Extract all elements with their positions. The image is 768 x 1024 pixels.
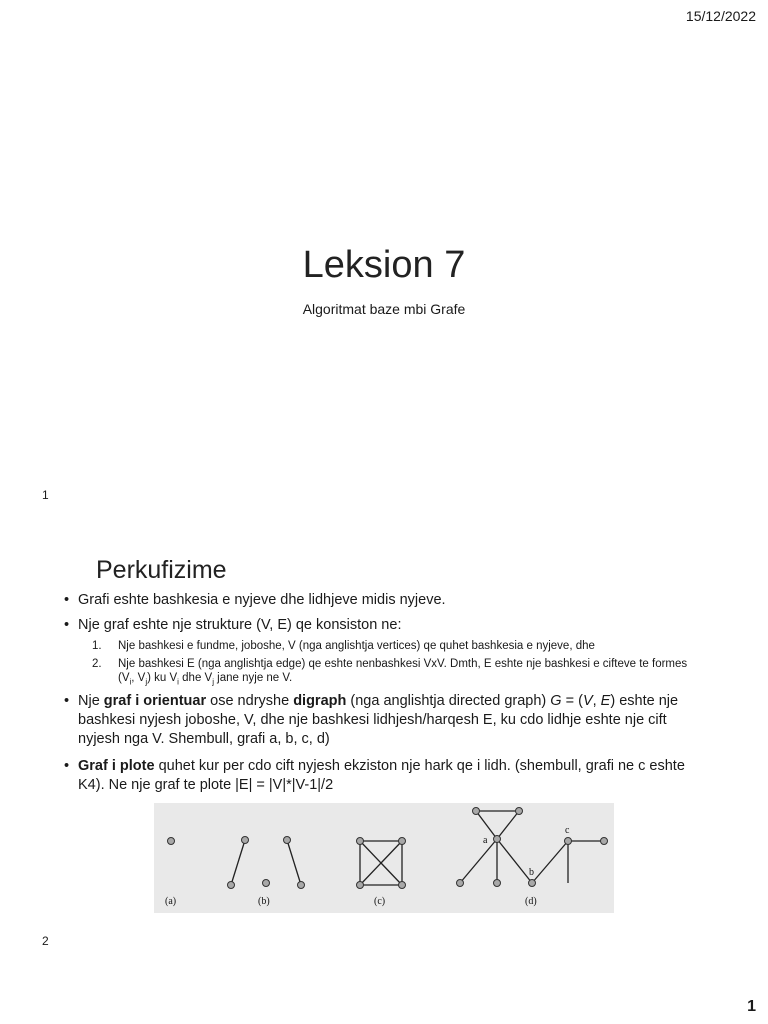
slide1-subtitle: Algoritmat baze mbi Grafe (302, 301, 466, 317)
numbered-subitem (92, 657, 702, 689)
subitem-text: Nje bashkesi E (nga anglishtja edge) qe eshte nenbashkesi VxV. Dmth, E eshte nje bashkesi e cifteve te formes ($V_i$, $V_j$) ku $V_i$ dhe $V_j$ jane nyje ne V. (118, 658, 688, 687)
node-label-b: b (529, 867, 534, 878)
graph-edge (497, 811, 519, 839)
graph-node (399, 882, 406, 889)
graph-node (284, 837, 291, 844)
subitem-number: 1. (92, 640, 102, 652)
figure-label-a: (a) (165, 896, 177, 907)
graph-node (529, 880, 536, 887)
slide2-title: Perkufizime (96, 556, 227, 584)
numbered-subitem (92, 639, 702, 653)
graph-edge (231, 840, 245, 885)
graph-edge (532, 841, 568, 883)
figure-label-d: (d) (525, 896, 537, 907)
graph-node (298, 882, 305, 889)
graph-node (473, 808, 480, 815)
bullet-dot: • (64, 693, 70, 709)
subitem-text: Nje bashkesi e fundme, joboshe, V (nga anglishtja vertices) qe quhet bashkesia e nyjeve, dhe (118, 640, 595, 652)
figure-label-c: (c) (374, 896, 386, 907)
slide2-number: 2 (42, 934, 49, 948)
graph-node (516, 808, 523, 815)
graph-examples-drawing (154, 803, 614, 913)
graph-node (494, 880, 501, 887)
graph-edge (287, 840, 301, 885)
graph-node (565, 838, 572, 845)
bullet-dot: • (64, 758, 70, 774)
graph-node (399, 838, 406, 845)
graph-node (168, 838, 175, 845)
bullet-text: Nje graf eshte nje strukture (V, E) qe konsiston ne: (78, 617, 402, 633)
graph-node (263, 880, 270, 887)
graph-node (357, 838, 364, 845)
graph-node (228, 882, 235, 889)
node-label-c: c (565, 825, 570, 836)
bullet-text: Grafi eshte bashkesia e nyjeve dhe lidhjeve midis nyjeve. (78, 592, 446, 608)
slide1-number: 1 (42, 488, 49, 502)
bullet-text: Nje graf i orientuar ose ndryshe digraph (nga anglishtja directed graph) G = (V, E) eshte nje bashkesi nyjesh joboshe, V, dhe nje bashkesi lidhjesh/harqesh E, ku cdo lidhje eshte nje cift nyjesh nga V. Shembull, grafi a, b, c, d) (78, 693, 679, 747)
graph-node (494, 836, 501, 843)
node-label-a: a (483, 835, 488, 846)
graph-examples-figure (154, 803, 614, 913)
graph-node (242, 837, 249, 844)
bullet-item (64, 616, 704, 635)
bullet-text: Graf i plote quhet kur per cdo cift nyjesh ekziston nje hark qe i lidh. (shembull, grafi ne c eshte K4). Ne nje graf te plote |E| = |V|*|V-1|/2 (78, 758, 685, 793)
figure-label-b: (b) (258, 896, 270, 907)
bullet-dot: • (64, 592, 70, 608)
graph-edge (497, 839, 532, 883)
header-date: 15/12/2022 (685, 8, 756, 24)
bullet-item (64, 692, 704, 749)
page-number: 1 (747, 998, 756, 1015)
subitem-number: 2. (92, 658, 102, 670)
bullet-dot: • (64, 617, 70, 633)
bullet-item (64, 591, 704, 610)
graph-node (601, 838, 608, 845)
slide1-title: Leksion 7 (302, 244, 466, 286)
graph-node (357, 882, 364, 889)
graph-node (457, 880, 464, 887)
bullet-item (64, 757, 704, 795)
graph-edge (460, 839, 497, 883)
